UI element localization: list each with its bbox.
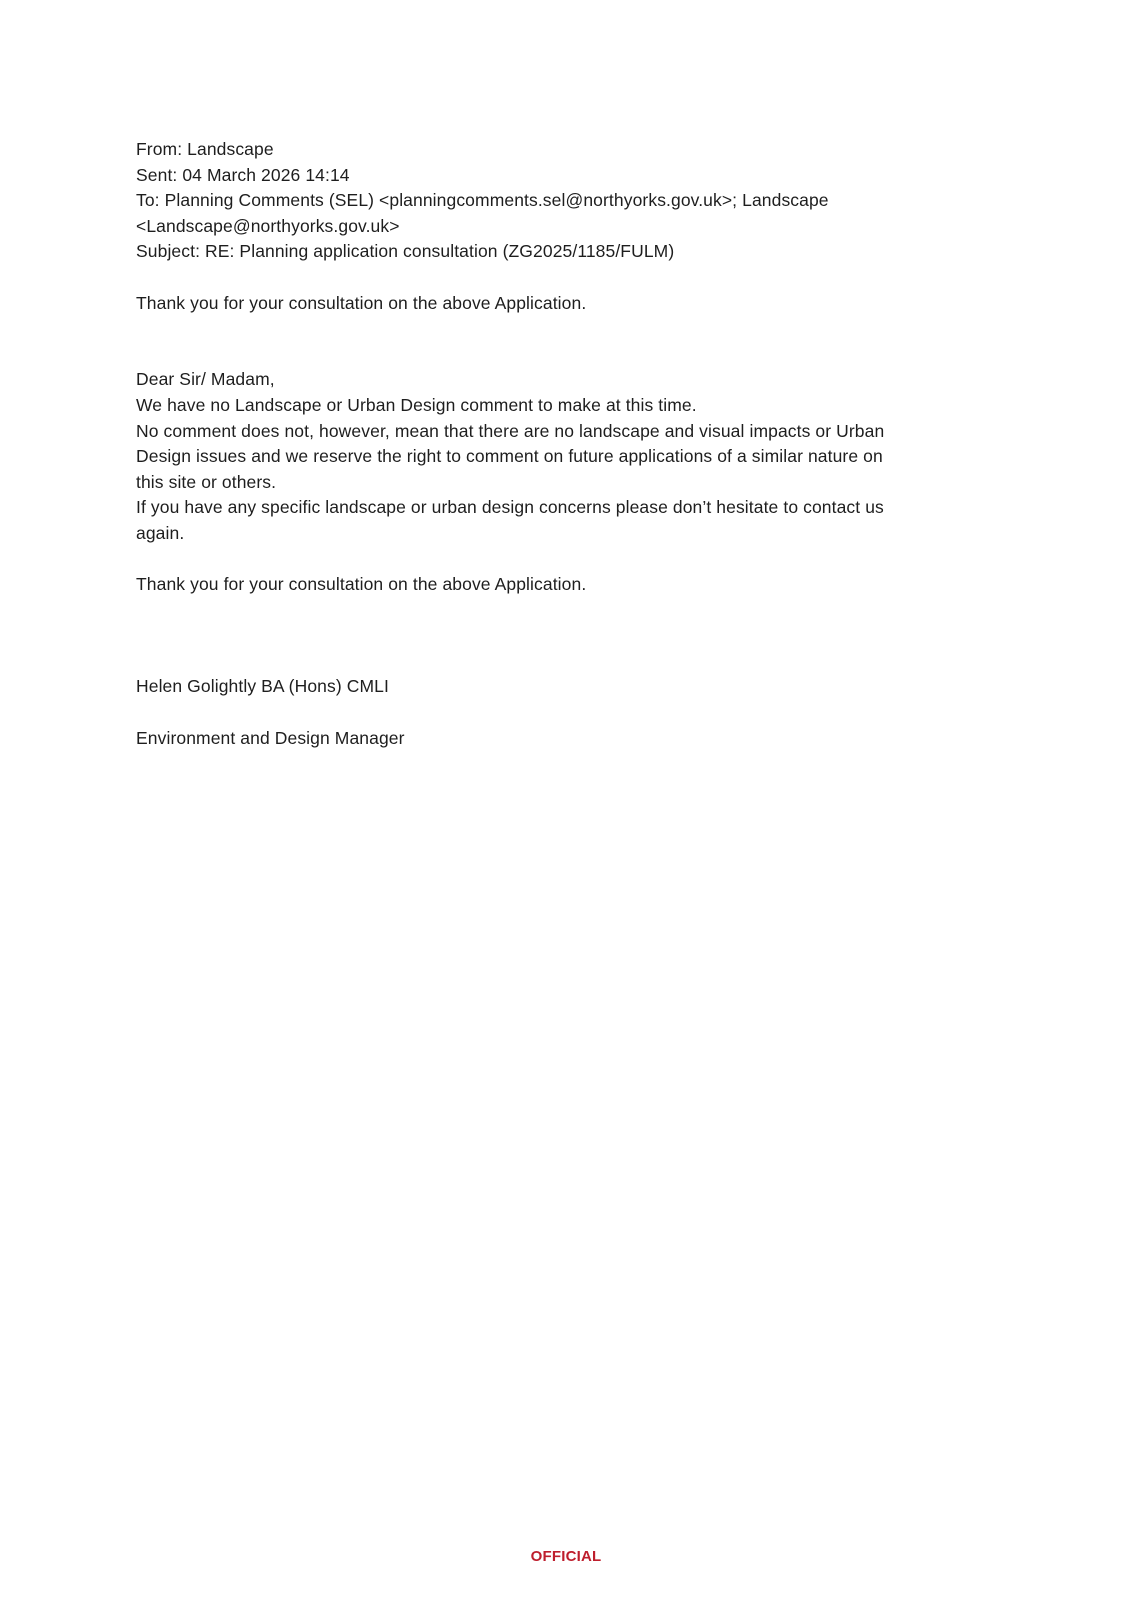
- blank-line: [136, 342, 996, 368]
- acknowledgement-bottom: Thank you for your consultation on the above Application.: [136, 574, 587, 595]
- blank-line: [136, 265, 996, 291]
- body-paragraph-line: We have no Landscape or Urban Design comment to make at this time.: [136, 394, 697, 415]
- email-header-from: From: Landscape: [136, 139, 274, 159]
- body-paragraph-line: again.: [136, 522, 185, 543]
- email-message: [136, 137, 996, 751]
- signature-name: Helen Golightly BA (Hons) CMLI: [136, 676, 389, 697]
- blank-line: [136, 316, 996, 342]
- body-paragraph-line: If you have any specific landscape or urban design concerns please don’t hesitate to contact us: [136, 497, 884, 518]
- classification-label: OFFICIAL: [530, 1548, 602, 1565]
- body-paragraph-line: Design issues and we reserve the right to comment on future applications of a similar nature on: [136, 446, 883, 467]
- body-paragraph-line: No comment does not, however, mean that there are no landscape and visual impacts or Urban: [136, 420, 885, 441]
- blank-line: [136, 700, 996, 726]
- email-header-subject: Subject: RE: Planning application consultation (ZG2025/1185/FULM): [136, 241, 675, 262]
- salutation: Dear Sir/ Madam,: [136, 369, 275, 390]
- acknowledgement-top: Thank you for your consultation on the above Application.: [136, 292, 587, 313]
- email-header-sent: Sent: 04 March 2026 14:14: [136, 164, 350, 185]
- blank-line: [136, 598, 996, 624]
- blank-line: [136, 623, 996, 649]
- blank-line: [136, 547, 996, 573]
- signature-title: Environment and Design Manager: [136, 727, 405, 748]
- blank-line: [136, 649, 996, 675]
- body-paragraph-line: this site or others.: [136, 471, 277, 492]
- email-header-to-line1: To: Planning Comments (SEL) <planningcomments.sel@northyorks.gov.uk>; Landscape: [136, 190, 829, 211]
- email-header-to-line2: <Landscape@northyorks.gov.uk>: [136, 215, 400, 236]
